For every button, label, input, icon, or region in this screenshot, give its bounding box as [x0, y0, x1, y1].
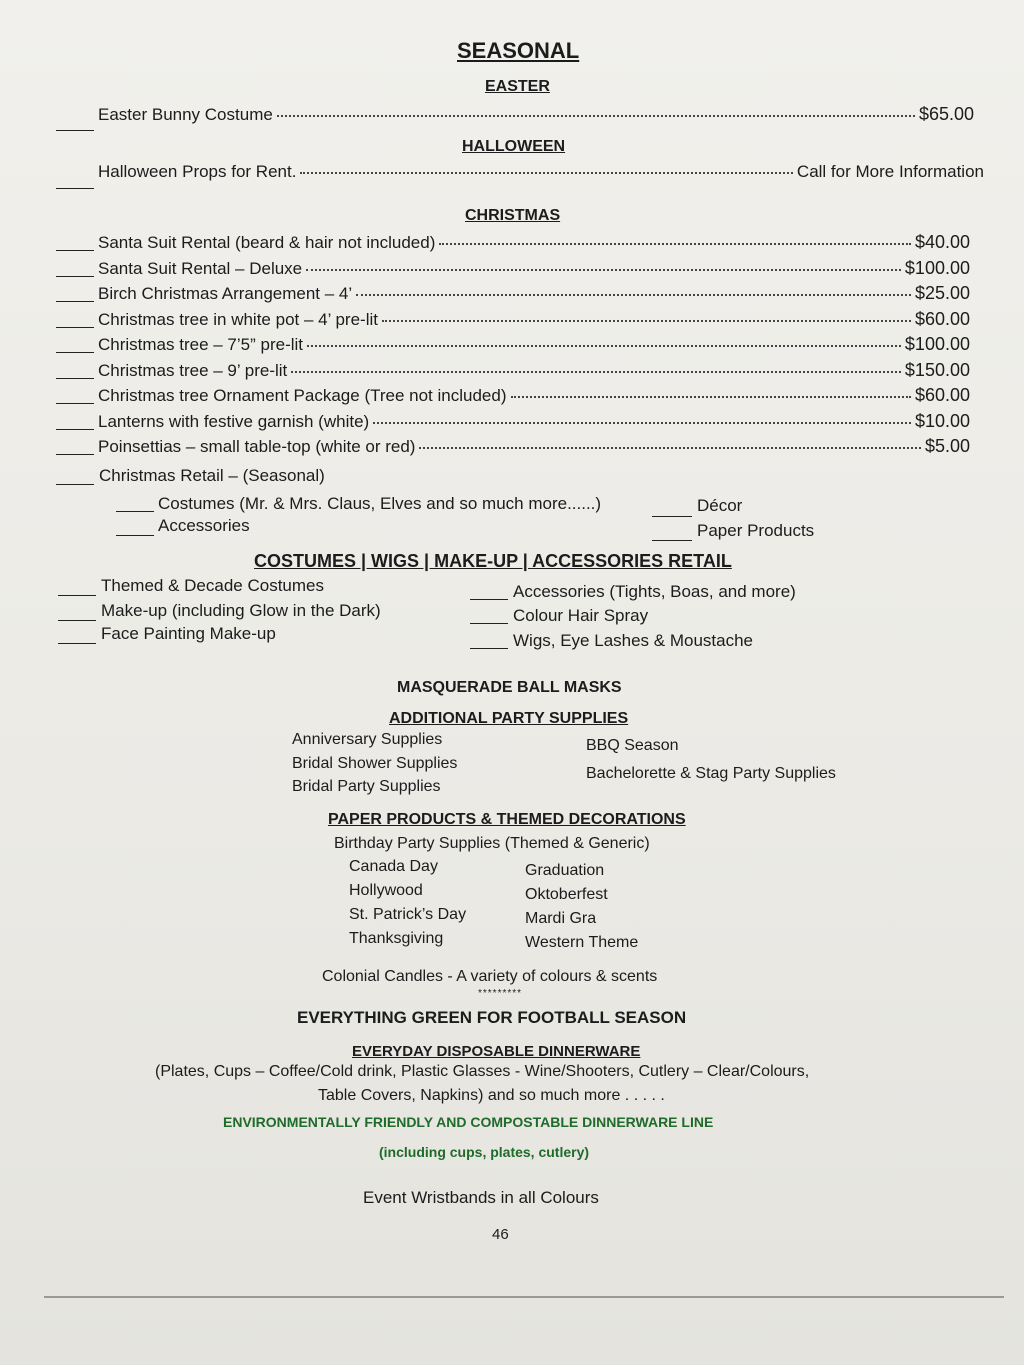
- seasonal-title: SEASONAL: [457, 38, 580, 63]
- retail-costumes: Costumes (Mr. & Mrs. Claus, Elves and so much more......): [158, 494, 602, 513]
- leader-dots: [300, 172, 792, 174]
- easter-heading: EASTER: [485, 78, 550, 95]
- checkbox-line: [56, 352, 94, 353]
- birthday-supplies: Birthday Party Supplies (Themed & Generic): [334, 835, 650, 852]
- checkbox-line: [56, 276, 94, 277]
- paper-products-heading: PAPER PRODUCTS & THEMED DECORATIONS: [328, 811, 686, 828]
- halloween-heading: HALLOWEEN: [462, 138, 566, 155]
- additional-left-item: Anniversary Supplies: [292, 731, 443, 748]
- theme-left-item: Canada Day: [349, 858, 438, 875]
- leader-dots: [277, 115, 915, 117]
- costumes-right-item: Accessories (Tights, Boas, and more): [513, 582, 796, 601]
- football-green-heading: EVERYTHING GREEN FOR FOOTBALL SEASON: [297, 1008, 687, 1027]
- dinnerware-line1: (Plates, Cups – Coffee/Cold drink, Plastic Glasses - Wine/Shooters, Cutlery – Clear/Colours,: [155, 1063, 810, 1080]
- price-row: [98, 360, 970, 381]
- checkbox-line: [56, 484, 94, 485]
- checkbox-line: [56, 188, 94, 189]
- christmas-retail-label: Christmas Retail – (Seasonal): [99, 466, 325, 485]
- dinnerware-heading: EVERYDAY DISPOSABLE DINNERWARE: [352, 1043, 641, 1060]
- wristbands-line: Event Wristbands in all Colours: [363, 1188, 599, 1207]
- costumes-left-item: Face Painting Make-up: [101, 624, 276, 643]
- checkbox-line: [470, 648, 508, 649]
- item-price: Call for More Information: [796, 162, 984, 181]
- costumes-left-item: Themed & Decade Costumes: [101, 576, 324, 595]
- item-label: Easter Bunny Costume: [98, 105, 273, 124]
- retail-decor: Décor: [697, 496, 743, 515]
- price-row: [98, 258, 970, 279]
- candles-line: Colonial Candles - A variety of colours & scents: [322, 968, 658, 985]
- eco-line2: (including cups, plates, cutlery): [379, 1144, 590, 1160]
- additional-left-item: Bridal Shower Supplies: [292, 755, 458, 772]
- checkbox-line: [116, 535, 154, 536]
- item-label: Christmas tree in white pot – 4’ pre-lit: [98, 309, 378, 329]
- checkbox-line: [56, 454, 94, 455]
- theme-right-item: Oktoberfest: [525, 886, 608, 903]
- item-price: $100.00: [904, 257, 970, 278]
- costumes-right-item: Wigs, Eye Lashes & Moustache: [513, 631, 754, 650]
- item-label: Santa Suit Rental (beard & hair not included): [98, 233, 436, 252]
- checkbox-line: [652, 516, 692, 517]
- item-price: $10.00: [914, 410, 970, 431]
- checkbox-line: [56, 403, 94, 404]
- retail-paper-products: Paper Products: [697, 521, 815, 540]
- checkbox-line: [56, 378, 94, 379]
- checkbox-line: [58, 595, 96, 596]
- leader-dots: [291, 371, 901, 373]
- eco-line1: ENVIRONMENTALLY FRIENDLY AND COMPOSTABLE DINNERWARE LINE: [223, 1114, 714, 1130]
- checkbox-line: [470, 599, 508, 600]
- item-label: Poinsettias – small table-top (white or red): [98, 437, 416, 456]
- item-price: $5.00: [924, 436, 970, 456]
- item-price: $60.00: [914, 308, 970, 329]
- leader-dots: [382, 320, 911, 322]
- item-price: $25.00: [914, 283, 970, 303]
- page-number: 46: [492, 1226, 509, 1243]
- costumes-left-item: Make-up (including Glow in the Dark): [101, 601, 381, 620]
- item-price: $150.00: [904, 359, 970, 380]
- theme-right-item: Mardi Gra: [525, 910, 597, 927]
- price-row: [98, 104, 974, 125]
- item-label: Santa Suit Rental – Deluxe: [98, 258, 303, 278]
- additional-left-item: Bridal Party Supplies: [292, 778, 441, 795]
- masquerade-heading: MASQUERADE BALL MASKS: [397, 679, 622, 696]
- price-row: [98, 411, 970, 432]
- additional-right-item: Bachelorette & Stag Party Supplies: [586, 765, 836, 782]
- item-label: Christmas tree – 7’5” pre-lit: [98, 335, 304, 354]
- item-price: $100.00: [904, 334, 970, 354]
- additional-right-item: BBQ Season: [586, 737, 679, 754]
- checkbox-line: [56, 250, 94, 251]
- price-row: [98, 232, 970, 253]
- leader-dots: [307, 345, 901, 347]
- checkbox-line: [470, 623, 508, 624]
- leader-dots: [356, 294, 911, 296]
- item-price: $40.00: [914, 232, 970, 252]
- costumes-retail-heading: COSTUMES | WIGS | MAKE-UP | ACCESSORIES RETAIL: [254, 551, 732, 571]
- costumes-right-item: Colour Hair Spray: [513, 606, 649, 625]
- checkbox-line: [58, 620, 96, 621]
- star-separator: *********: [478, 988, 523, 999]
- price-row: [98, 162, 984, 182]
- theme-left-item: St. Patrick’s Day: [349, 906, 467, 923]
- price-row: [98, 334, 970, 355]
- checkbox-line: [56, 429, 94, 430]
- retail-accessories: Accessories: [158, 516, 250, 535]
- price-row: [98, 309, 970, 330]
- checkbox-line: [56, 301, 94, 302]
- price-row: [98, 283, 970, 304]
- leader-dots: [439, 243, 911, 245]
- checkbox-line: [56, 327, 94, 328]
- price-row: [98, 385, 970, 406]
- bottom-rule: [44, 1296, 1004, 1298]
- item-label: Christmas tree – 9’ pre-lit: [98, 360, 288, 380]
- leader-dots: [511, 396, 911, 398]
- checkbox-line: [652, 540, 692, 541]
- leader-dots: [419, 447, 920, 449]
- leader-dots: [373, 422, 911, 424]
- leader-dots: [306, 269, 901, 271]
- item-label: Lanterns with festive garnish (white): [98, 411, 370, 431]
- christmas-heading: CHRISTMAS: [465, 207, 561, 224]
- theme-left-item: Thanksgiving: [349, 930, 444, 947]
- theme-right-item: Western Theme: [525, 934, 639, 951]
- item-price: $60.00: [914, 385, 970, 405]
- item-label: Birch Christmas Arrangement – 4’: [98, 284, 353, 303]
- item-label: Christmas tree Ornament Package (Tree not included): [98, 386, 507, 405]
- additional-heading: ADDITIONAL PARTY SUPPLIES: [389, 710, 629, 727]
- theme-left-item: Hollywood: [349, 882, 423, 899]
- dinnerware-line2: Table Covers, Napkins) and so much more . . . . .: [318, 1087, 665, 1104]
- checkbox-line: [116, 511, 154, 512]
- item-price: $65.00: [918, 104, 974, 124]
- theme-right-item: Graduation: [525, 862, 605, 879]
- item-label: Halloween Props for Rent.: [98, 162, 297, 181]
- checkbox-line: [56, 130, 94, 131]
- price-row: [98, 436, 970, 457]
- checkbox-line: [58, 643, 96, 644]
